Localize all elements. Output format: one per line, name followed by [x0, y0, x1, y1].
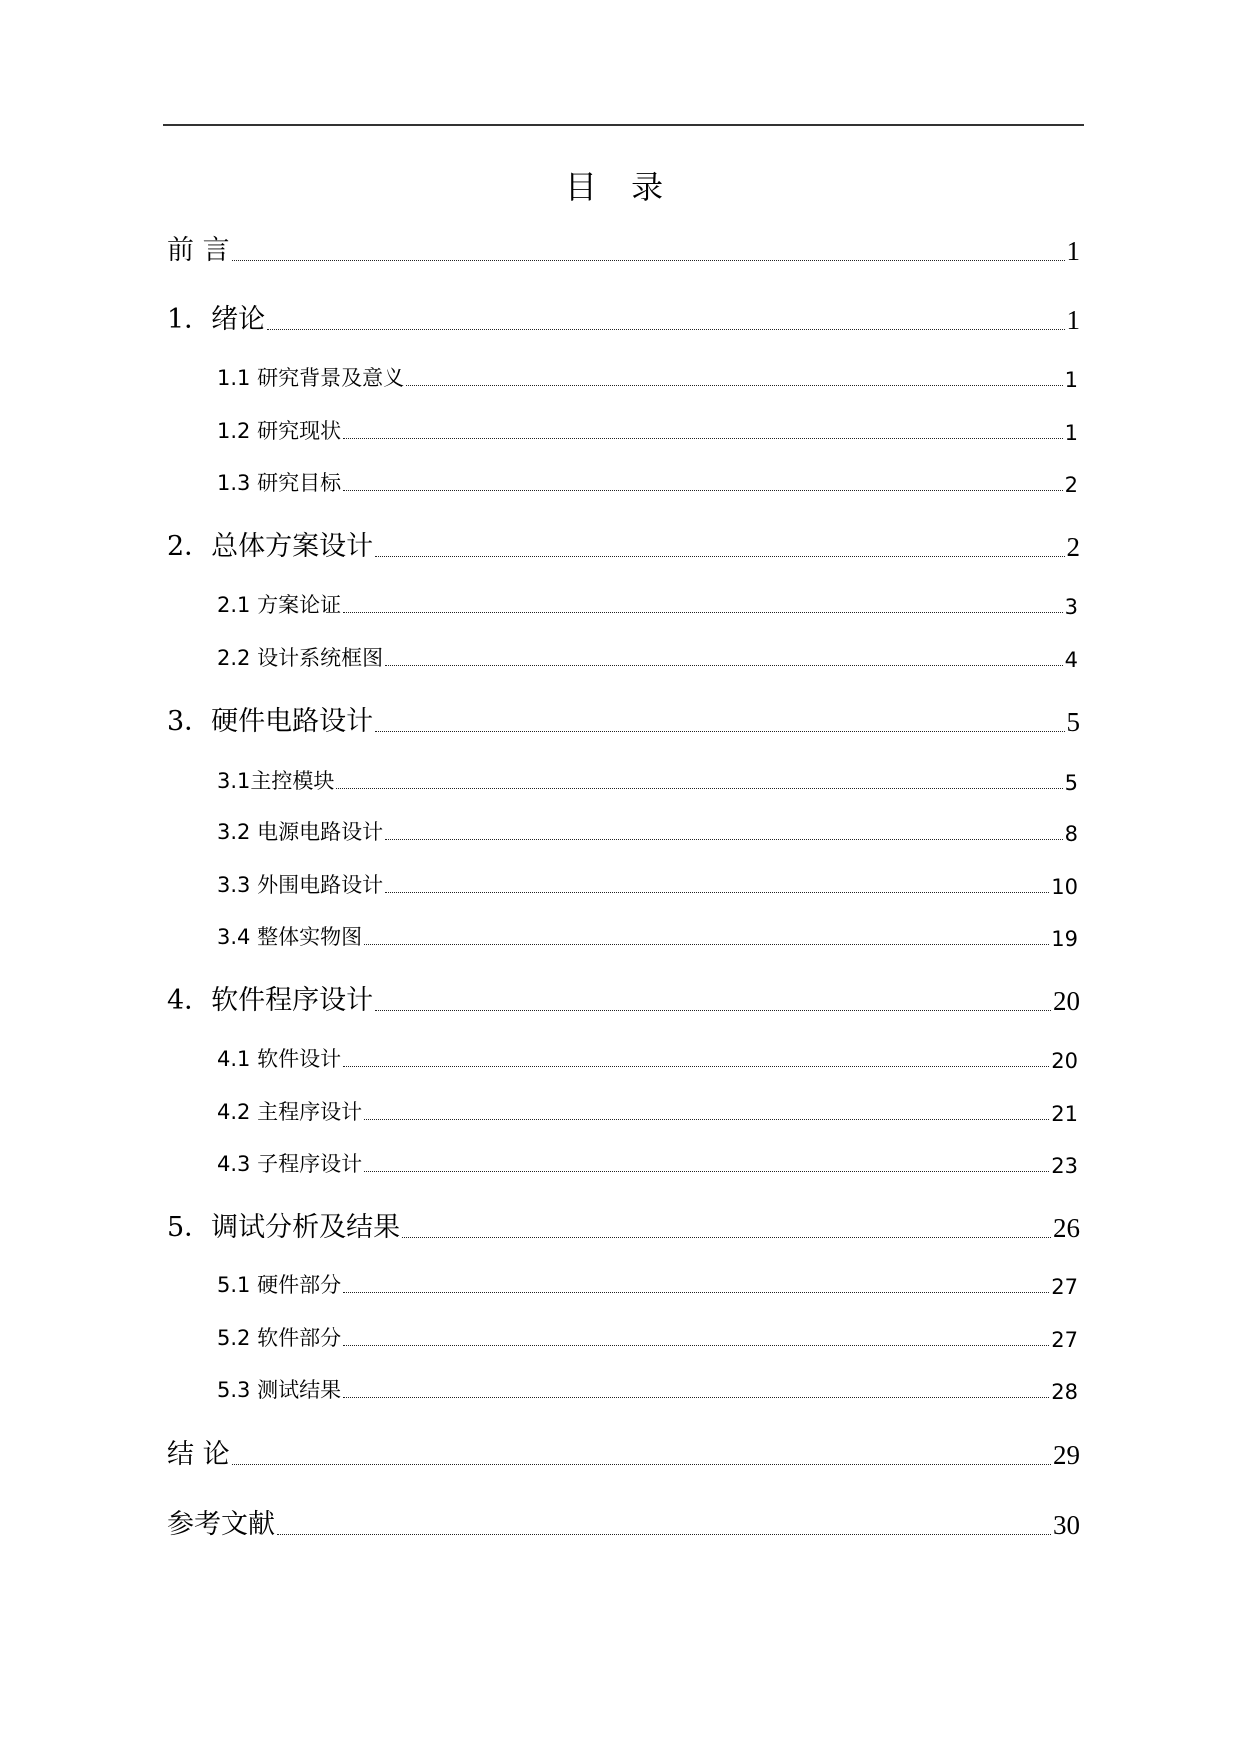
toc-entry[interactable]: [217, 471, 1078, 497]
toc-entry-page: 1: [1066, 236, 1080, 266]
toc-entry[interactable]: [167, 1210, 1080, 1244]
leader-dots: [343, 490, 1063, 491]
toc-entry-label: 4.1 软件设计: [217, 1047, 342, 1071]
toc-entry[interactable]: [167, 529, 1080, 563]
toc-entry[interactable]: [217, 1273, 1078, 1299]
toc-entry-page: 20: [1051, 1049, 1078, 1073]
toc-entry-label: 5．调试分析及结果: [167, 1212, 401, 1243]
toc-entry[interactable]: [167, 1507, 1080, 1541]
toc-entry-label: 1.2 研究现状: [217, 419, 342, 443]
toc-entry-label: 2.1 方案论证: [217, 593, 342, 617]
toc-entry-page: 2: [1066, 532, 1080, 562]
toc-entry-label: 3.2 电源电路设计: [217, 820, 384, 844]
leader-dots: [375, 1010, 1051, 1011]
toc-entry[interactable]: [167, 302, 1080, 336]
toc-entry-label: 5.3 测试结果: [217, 1378, 342, 1402]
leader-dots: [267, 329, 1064, 330]
toc-entry-page: 5: [1066, 707, 1080, 737]
toc-entry[interactable]: [217, 366, 1078, 392]
leader-dots: [406, 385, 1063, 386]
toc-entry-page: 30: [1053, 1510, 1080, 1540]
leader-dots: [343, 1345, 1049, 1346]
toc-entry-label: 3.3 外围电路设计: [217, 873, 384, 897]
toc-entry-page: 23: [1051, 1154, 1078, 1178]
toc-entry-label: 2．总体方案设计: [167, 531, 374, 562]
toc-entry-label: 4.3 子程序设计: [217, 1152, 363, 1176]
toc-entry[interactable]: [217, 1152, 1078, 1178]
toc-entry-page: 26: [1053, 1213, 1080, 1243]
toc-entry[interactable]: [217, 769, 1078, 795]
leader-dots: [385, 665, 1063, 666]
leader-dots: [343, 1066, 1049, 1067]
toc-entry-page: 5: [1064, 771, 1078, 795]
toc-entry-label: 1.1 研究背景及意义: [217, 366, 405, 390]
leader-dots: [343, 612, 1063, 613]
toc-entry-page: 8: [1064, 822, 1078, 846]
toc-entry-page: 1: [1064, 421, 1078, 445]
toc-entry[interactable]: [217, 820, 1078, 846]
leader-dots: [375, 556, 1064, 557]
toc-entry-label: 3．硬件电路设计: [167, 706, 374, 737]
leader-dots: [343, 1397, 1049, 1398]
toc-entry-page: 20: [1053, 986, 1080, 1016]
toc-entry-label: 1．绪论: [167, 304, 266, 335]
toc-title: 目 录: [564, 168, 676, 206]
leader-dots: [343, 438, 1063, 439]
toc-entry-page: 29: [1053, 1440, 1080, 1470]
toc-entry-label: 4．软件程序设计: [167, 985, 374, 1016]
leader-dots: [232, 260, 1065, 261]
toc-entry[interactable]: [167, 704, 1080, 738]
toc-entry[interactable]: [217, 1047, 1078, 1073]
leader-dots: [364, 944, 1049, 945]
toc-entry[interactable]: [217, 925, 1078, 951]
toc-entry-page: 1: [1066, 305, 1080, 335]
toc-entry-page: 4: [1064, 648, 1078, 672]
toc-entry-label: 4.2 主程序设计: [217, 1100, 363, 1124]
leader-dots: [336, 788, 1062, 789]
toc-entry-page: 1: [1064, 368, 1078, 392]
toc-entry-label: 前 言: [167, 235, 230, 266]
header-rule: [163, 124, 1084, 126]
leader-dots: [375, 731, 1064, 732]
toc-entry-page: 3: [1064, 595, 1078, 619]
toc-entry[interactable]: [217, 419, 1078, 445]
toc-entry-page: 28: [1051, 1380, 1078, 1404]
toc-entry-label: 5.1 硬件部分: [217, 1273, 342, 1297]
toc-entry-page: 19: [1051, 927, 1078, 951]
leader-dots: [385, 892, 1049, 893]
toc-entry[interactable]: [217, 1326, 1078, 1352]
toc-entry-label: 2.2 设计系统框图: [217, 646, 384, 670]
toc-entry-label: 5.2 软件部分: [217, 1326, 342, 1350]
leader-dots: [277, 1534, 1051, 1535]
toc-entry-page: 10: [1051, 875, 1078, 899]
toc-entry[interactable]: [217, 593, 1078, 619]
leader-dots: [385, 839, 1063, 840]
toc-entry-page: 21: [1051, 1102, 1078, 1126]
toc-entry-label: 3.4 整体实物图: [217, 925, 363, 949]
toc-entry-label: 结 论: [167, 1439, 230, 1470]
leader-dots: [402, 1237, 1051, 1238]
leader-dots: [343, 1292, 1049, 1293]
toc-entry-label: 参考文献: [167, 1509, 275, 1540]
toc-entry[interactable]: [167, 233, 1080, 267]
toc-entry[interactable]: [217, 646, 1078, 672]
leader-dots: [364, 1171, 1049, 1172]
toc-entry[interactable]: [217, 873, 1078, 899]
toc-entry-page: 27: [1051, 1328, 1078, 1352]
toc-entry-page: 27: [1051, 1275, 1078, 1299]
toc-entry-label: 1.3 研究目标: [217, 471, 342, 495]
leader-dots: [232, 1464, 1051, 1465]
toc-entry[interactable]: [167, 1437, 1080, 1471]
toc-entry-label: 3.1主控模块: [217, 769, 335, 793]
toc-entry[interactable]: [217, 1100, 1078, 1126]
toc-entry[interactable]: [167, 983, 1080, 1017]
toc-entry-page: 2: [1064, 473, 1078, 497]
leader-dots: [364, 1119, 1049, 1120]
toc-entry[interactable]: [217, 1378, 1078, 1404]
